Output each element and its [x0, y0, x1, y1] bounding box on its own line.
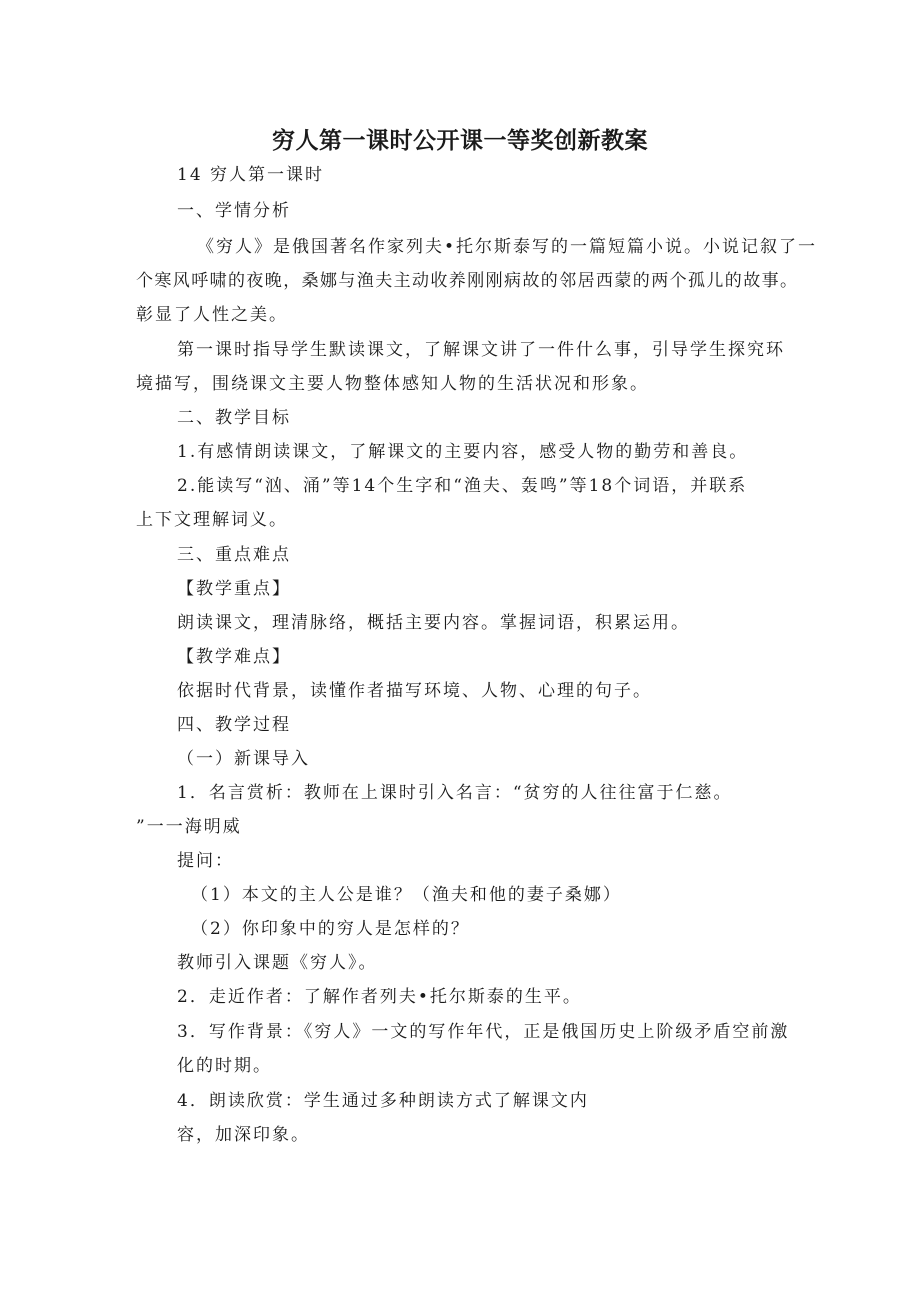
lesson-heading: 14 穷人第一课时: [177, 165, 325, 185]
step-item: 2．走近作者：了解作者列夫•托尔斯泰的生平。: [177, 987, 582, 1007]
paragraph-line: 提问：: [177, 851, 234, 871]
goal-item-continuation: 上下文理解词义。: [136, 510, 288, 530]
paragraph-line: 《穷人》是俄国著名作家列夫•托尔斯泰写的一篇短篇小说。小说记叙了一: [197, 237, 818, 257]
step-item: 3．写作背景：《穷人》一文的写作年代，正是俄国历史上阶级矛盾空前激: [177, 1022, 790, 1042]
step-item: 1．名言赏析：教师在上课时引入名言：“贫穷的人往往富于仁慈。: [177, 783, 733, 803]
subheading-intro: （一）新课导入: [177, 749, 310, 769]
paragraph-line: 依据时代背景，读懂作者描写环境、人物、心理的句子。: [177, 681, 652, 701]
step-item-continuation: ”一一海明威: [136, 817, 242, 837]
question-item: （1）本文的主人公是谁？（渔夫和他的妻子桑娜）: [191, 885, 622, 905]
subheading-focus: 【教学重点】: [177, 579, 291, 599]
paragraph-line: 朗读课文，理清脉络，概括主要内容。掌握词语，积累运用。: [177, 613, 690, 633]
goal-item: 1.有感情朗读课文，了解课文的主要内容，感受人物的勤劳和善良。: [177, 442, 749, 462]
section-heading-goals: 二、教学目标: [177, 408, 291, 428]
step-item-continuation: 化的时期。: [177, 1056, 272, 1076]
question-item: （2）你印象中的穷人是怎样的？: [191, 919, 470, 939]
goal-item: 2.能读写“汹、涌”等14个生字和“渔夫、轰鸣”等18个词语，并联系: [177, 476, 748, 496]
paragraph-line: 彰显了人性之美。: [136, 305, 288, 325]
step-item: 4．朗读欣赏：学生通过多种朗读方式了解课文内: [177, 1091, 589, 1111]
paragraph-line: 境描写，围绕课文主要人物整体感知人物的生活状况和形象。: [136, 374, 649, 394]
step-item-continuation: 容，加深印象。: [177, 1125, 310, 1145]
paragraph-line: 教师引入课题《穷人》。: [177, 953, 378, 973]
section-heading-analysis: 一、学情分析: [177, 201, 291, 221]
subheading-difficulty: 【教学难点】: [177, 647, 291, 667]
paragraph-line: 个寒风呼啸的夜晚，桑娜与渔夫主动收养刚刚病故的邻居西蒙的两个孤儿的故事。: [136, 271, 799, 291]
section-heading-process: 四、教学过程: [177, 715, 291, 735]
section-heading-key-points: 三、重点难点: [177, 545, 291, 565]
document-title: 穷人第一课时公开课一等奖创新教案: [272, 128, 648, 154]
paragraph-line: 第一课时指导学生默读课文，了解课文讲了一件什么事，引导学生探究环: [177, 340, 785, 360]
